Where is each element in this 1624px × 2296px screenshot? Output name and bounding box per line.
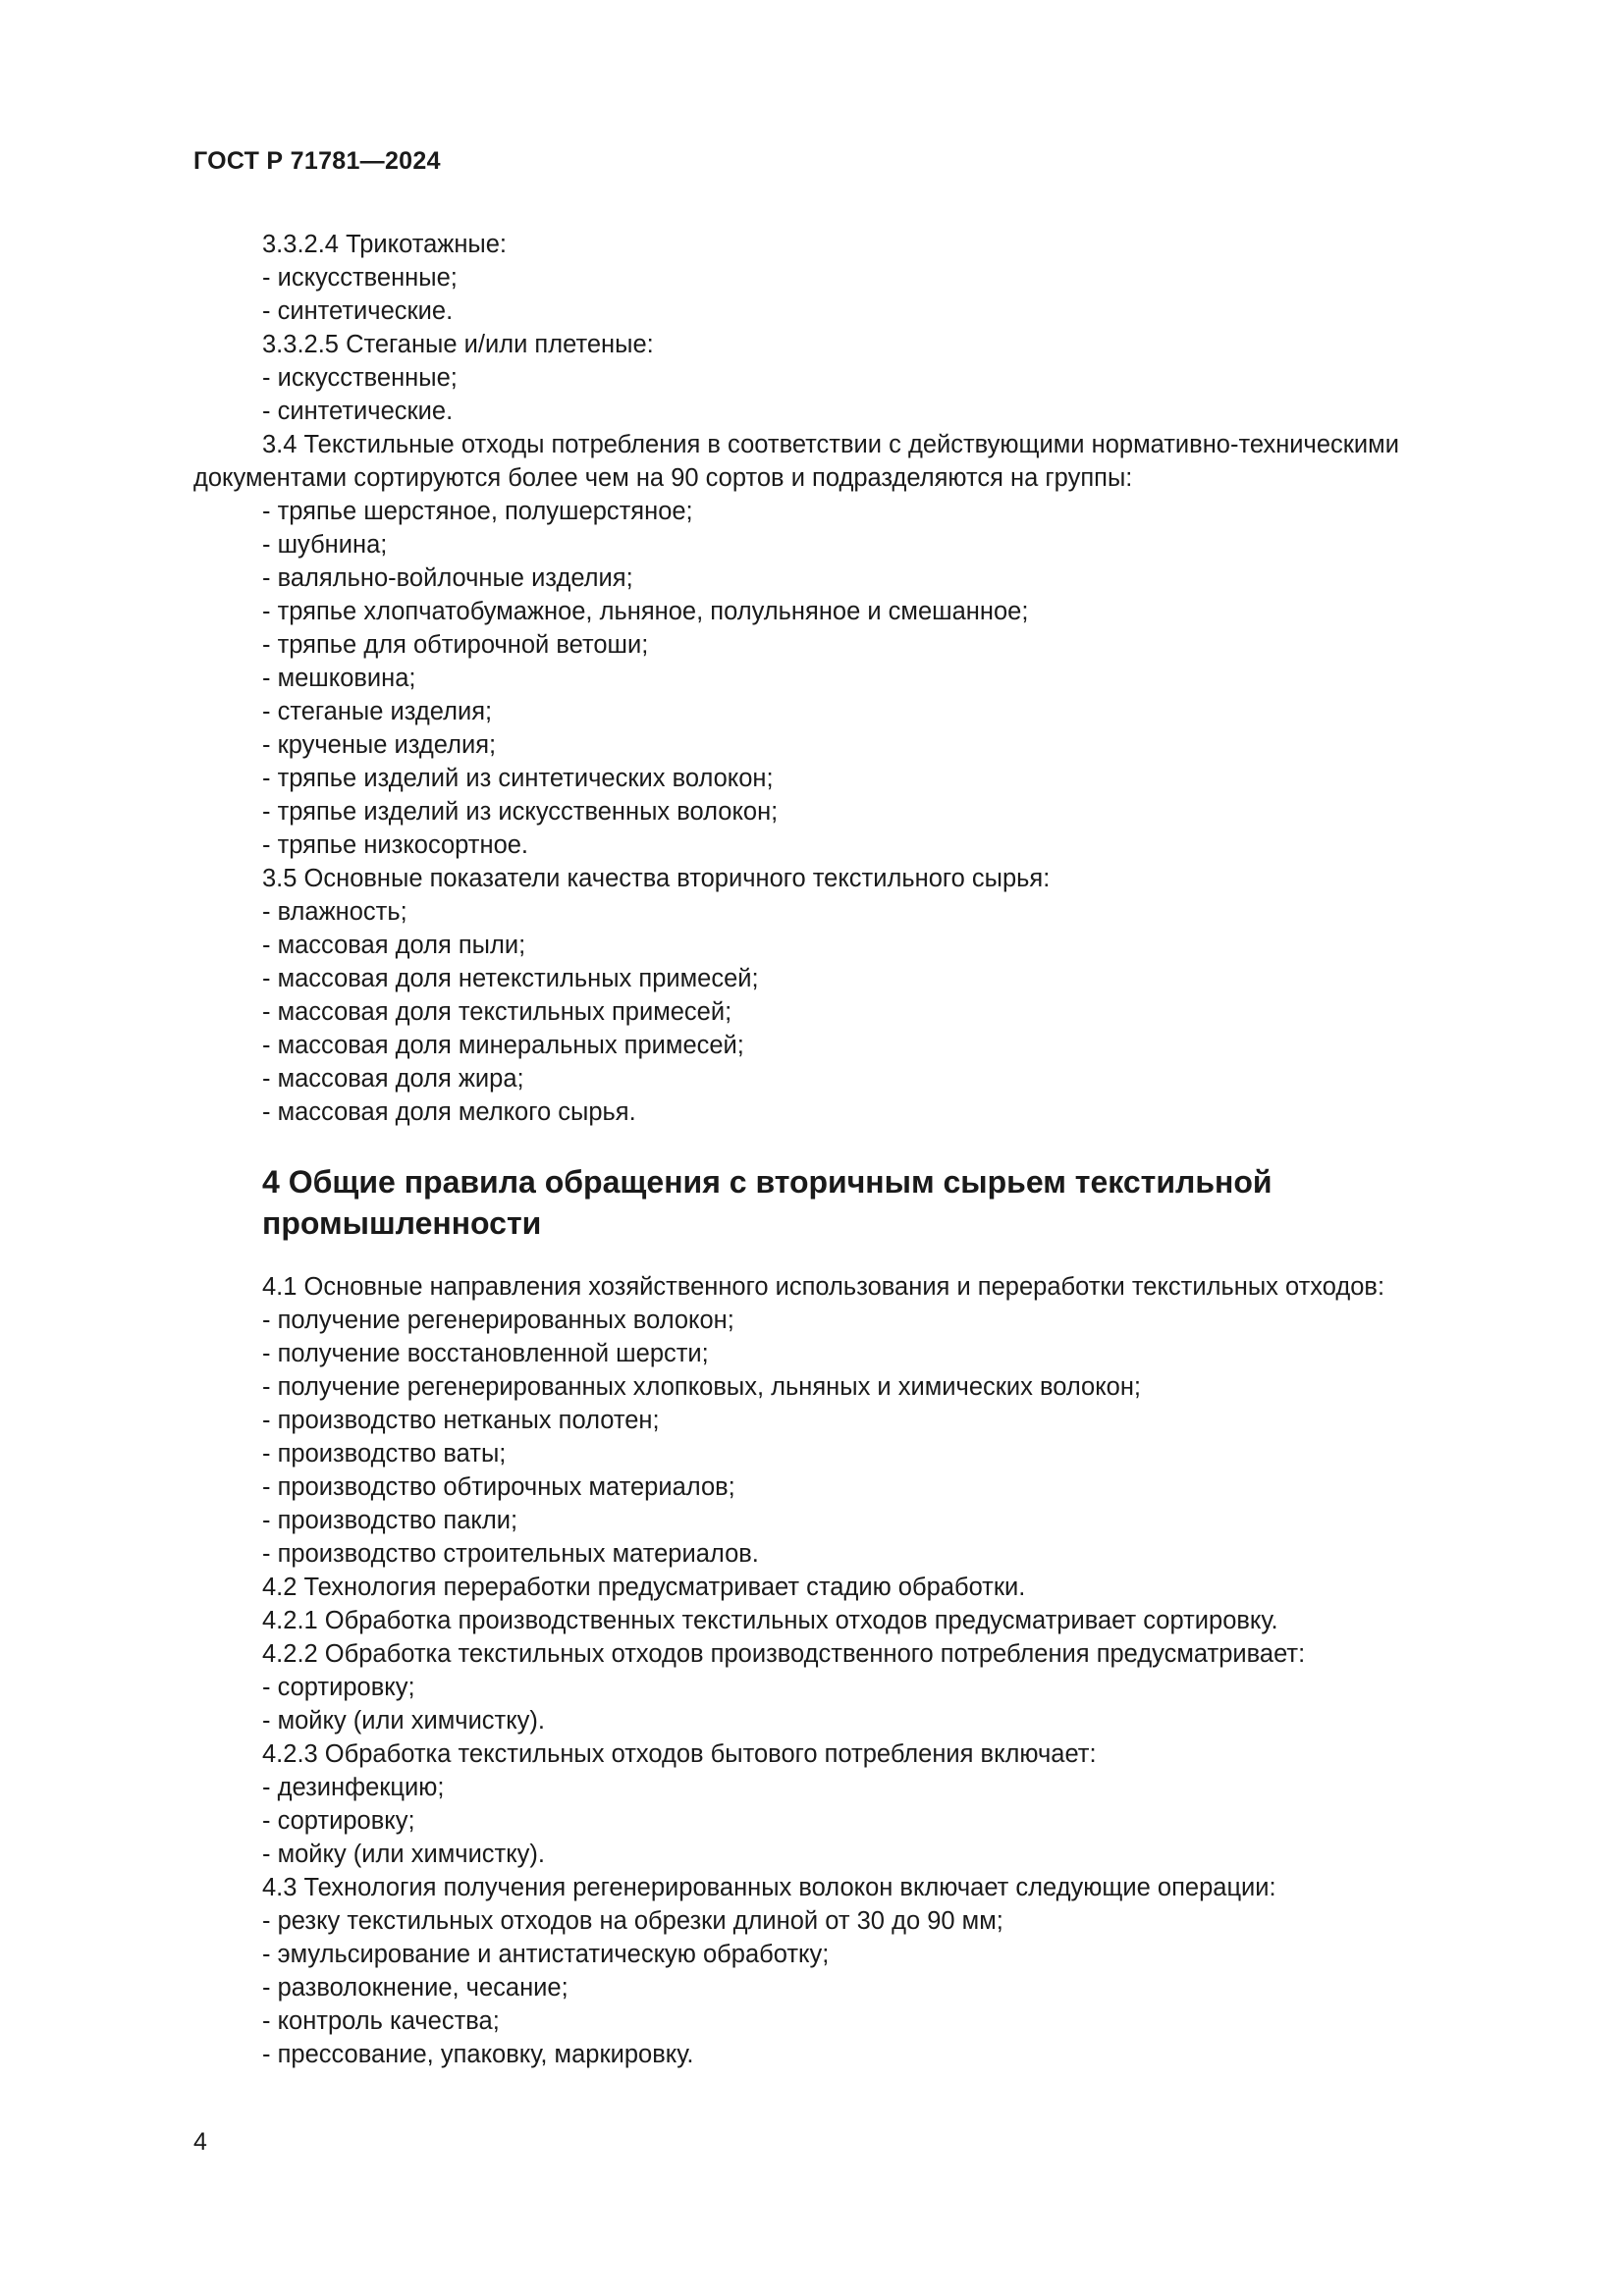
body-text-section-3 bbox=[193, 228, 1514, 1129]
text-line: - производство строительных материалов. bbox=[262, 1540, 759, 1568]
text-line: - массовая доля нетекстильных примесей; bbox=[262, 965, 759, 992]
text-line: - массовая доля текстильных примесей; bbox=[262, 998, 732, 1026]
text-line: - шубнина; bbox=[262, 531, 388, 559]
text-line: - контроль качества; bbox=[262, 2007, 500, 2035]
page-number: 4 bbox=[193, 2128, 207, 2156]
text-line: - производство пакли; bbox=[262, 1507, 518, 1534]
text-line: - крученые изделия; bbox=[262, 731, 497, 759]
text-line: - производство нетканых полотен; bbox=[262, 1407, 660, 1434]
text-line: - синтетические. bbox=[262, 297, 454, 325]
text-line: - тряпье хлопчатобумажное, льняное, полульняное и смешанное; bbox=[262, 598, 1029, 625]
text-line: 3.3.2.5 Стеганые и/или плетеные: bbox=[262, 331, 654, 358]
text-line: - сортировку; bbox=[262, 1674, 415, 1701]
text-line: - тряпье изделий из синтетических волокон; bbox=[262, 765, 774, 792]
text-line: 4.2.1 Обработка производственных текстильных отходов предусматривает сортировку. bbox=[262, 1607, 1278, 1634]
text-line: документами сортируются более чем на 90 сортов и подразделяются на группы: bbox=[193, 464, 1133, 492]
text-line: - разволокнение, чесание; bbox=[262, 1974, 568, 2002]
text-line: - тряпье низкосортное. bbox=[262, 831, 529, 859]
text-line: - мешковина; bbox=[262, 665, 416, 692]
text-line: - сортировку; bbox=[262, 1807, 415, 1835]
text-line: - получение регенерированных волокон; bbox=[262, 1307, 734, 1334]
section-4-heading bbox=[193, 1161, 1514, 1244]
text-line: - дезинфекцию; bbox=[262, 1774, 445, 1801]
text-line: - массовая доля минеральных примесей; bbox=[262, 1032, 744, 1059]
text-line: - производство обтирочных материалов; bbox=[262, 1473, 735, 1501]
text-line: 3.3.2.4 Трикотажные: bbox=[262, 231, 508, 258]
text-line: - искусственные; bbox=[262, 264, 458, 292]
text-line: - валяльно-войлочные изделия; bbox=[262, 564, 633, 592]
document-code: ГОСТ Р 71781—2024 bbox=[193, 147, 441, 175]
body-text-section-4 bbox=[193, 1270, 1514, 2071]
text-line: - тряпье шерстяное, полушерстяное; bbox=[262, 498, 693, 525]
text-line: - прессование, упаковку, маркировку. bbox=[262, 2041, 694, 2068]
text-line: - синтетические. bbox=[262, 398, 454, 425]
text-line: 4.2.2 Обработка текстильных отходов производственного потребления предусматривает: bbox=[262, 1640, 1306, 1668]
text-line: - эмульсирование и антистатическую обработку; bbox=[262, 1941, 830, 1968]
text-line: 3.5 Основные показатели качества вторичного текстильного сырья: bbox=[262, 865, 1051, 892]
text-line: - массовая доля жира; bbox=[262, 1065, 524, 1093]
text-line: - массовая доля мелкого сырья. bbox=[262, 1098, 636, 1126]
text-line: - влажность; bbox=[262, 898, 407, 926]
section-heading-line: промышленности bbox=[262, 1205, 542, 1241]
text-line: 4.1 Основные направления хозяйственного использования и переработки текстильных отходов: bbox=[262, 1273, 1385, 1301]
text-line: - резку текстильных отходов на обрезки длиной от 30 до 90 мм; bbox=[262, 1907, 1003, 1935]
text-line: - массовая доля пыли; bbox=[262, 932, 526, 959]
text-line: - получение регенерированных хлопковых, льняных и химических волокон; bbox=[262, 1373, 1142, 1401]
text-line: - искусственные; bbox=[262, 364, 458, 392]
text-line: - производство ваты; bbox=[262, 1440, 507, 1468]
text-line: - мойку (или химчистку). bbox=[262, 1841, 546, 1868]
text-line: - тряпье для обтирочной ветоши; bbox=[262, 631, 649, 659]
text-line: - стеганые изделия; bbox=[262, 698, 493, 725]
text-line: 4.2.3 Обработка текстильных отходов бытового потребления включает: bbox=[262, 1740, 1097, 1768]
section-heading-line: 4 Общие правила обращения с вторичным сырьем текстильной bbox=[262, 1164, 1272, 1200]
text-line: 4.2 Технология переработки предусматривает стадию обработки. bbox=[262, 1574, 1026, 1601]
text-line: - получение восстановленной шерсти; bbox=[262, 1340, 709, 1367]
text-line: 4.3 Технология получения регенерированных волокон включает следующие операции: bbox=[262, 1874, 1276, 1901]
text-line: - мойку (или химчистку). bbox=[262, 1707, 546, 1735]
text-line: - тряпье изделий из искусственных волокон; bbox=[262, 798, 779, 826]
text-line: 3.4 Текстильные отходы потребления в соответствии с действующими нормативно-техническими bbox=[262, 431, 1399, 458]
